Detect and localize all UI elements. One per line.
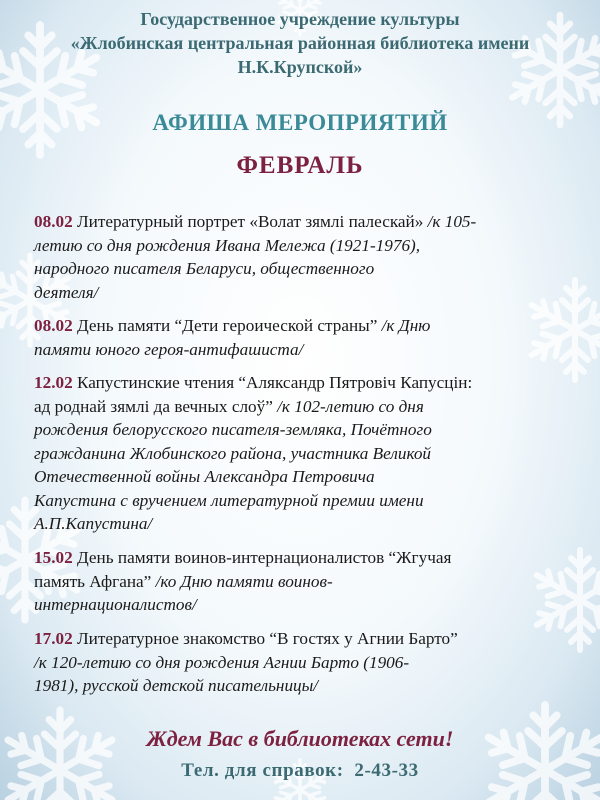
event-note-line: гражданина Жлобинского района, участника Великой <box>34 443 432 463</box>
event-note: /к Дню <box>381 316 431 335</box>
event-date: 12.02 <box>34 373 73 392</box>
invitation-text: Ждем Вас в библиотеках сети! <box>146 726 454 751</box>
event-note-line: интернационалистов/ <box>34 595 197 614</box>
phone-info <box>0 760 600 782</box>
event-note-line: А.П.Капустина/ <box>34 514 153 533</box>
event-note-line: Отечественной войны Александра Петровича <box>34 467 375 486</box>
event-title: День памяти воинов-интернационалистов “Жгучая <box>72 548 452 567</box>
phone-number: 2-43-33 <box>354 760 419 781</box>
event-item <box>34 314 566 361</box>
event-note-line: /к 120-летию со дня рождения Агнии Барто (1906- <box>34 652 410 672</box>
event-date: 15.02 <box>34 548 73 567</box>
event-item <box>34 546 566 617</box>
event-title: Капустинские чтения “Аляксандр Пятровіч Капусцін: <box>72 373 473 392</box>
event-note-line: народного писателя Беларуси, общественного <box>34 259 375 278</box>
event-date: 08.02 <box>34 212 73 231</box>
event-note-line: летию со дня рождения Ивана Мележа (1921-1976), <box>34 235 421 255</box>
event-date: 17.02 <box>34 629 73 648</box>
event-note: /к 102-летию со дня <box>277 396 424 416</box>
event-note-line: Капустина с вручением литературной премии имени <box>34 490 424 510</box>
institution-line-2: «Жлобинская центральная районная библиотека имени <box>70 33 530 53</box>
event-note-line: памяти юного героя-антифашиста/ <box>34 339 304 359</box>
event-note-line: деятеля/ <box>34 282 99 302</box>
event-title-cont: память Афгана” <box>34 571 156 591</box>
event-note: /к 105- <box>427 212 477 231</box>
event-note: /ко Дню памяти воинов- <box>155 571 333 591</box>
event-title-cont: ад роднай зямлі да вечных слоў” <box>34 396 278 416</box>
institution-line-3: Н.К.Крупской» <box>237 57 363 77</box>
event-item <box>34 627 566 698</box>
event-title: Литературный портрет «Волат зямлі палескай» <box>72 212 428 231</box>
event-note-line: 1981), русской детской писательницы/ <box>34 676 319 695</box>
event-item <box>34 210 566 304</box>
event-note-line: рождения белорусского писателя-земляка, Почётного <box>34 420 432 439</box>
event-title: День памяти “Дети героической страны” <box>72 316 382 335</box>
month-heading: ФЕВРАЛЬ <box>236 152 364 179</box>
event-item <box>34 371 566 536</box>
event-title: Литературное знакомство “В гостях у Агнии Барто” <box>72 629 458 648</box>
page-title: АФИША МЕРОПРИЯТИЙ <box>152 110 448 135</box>
event-date: 08.02 <box>34 316 73 335</box>
institution-line-1: Государственное учреждение культуры <box>140 9 460 29</box>
phone-label: Тел. для справок: <box>181 760 344 781</box>
